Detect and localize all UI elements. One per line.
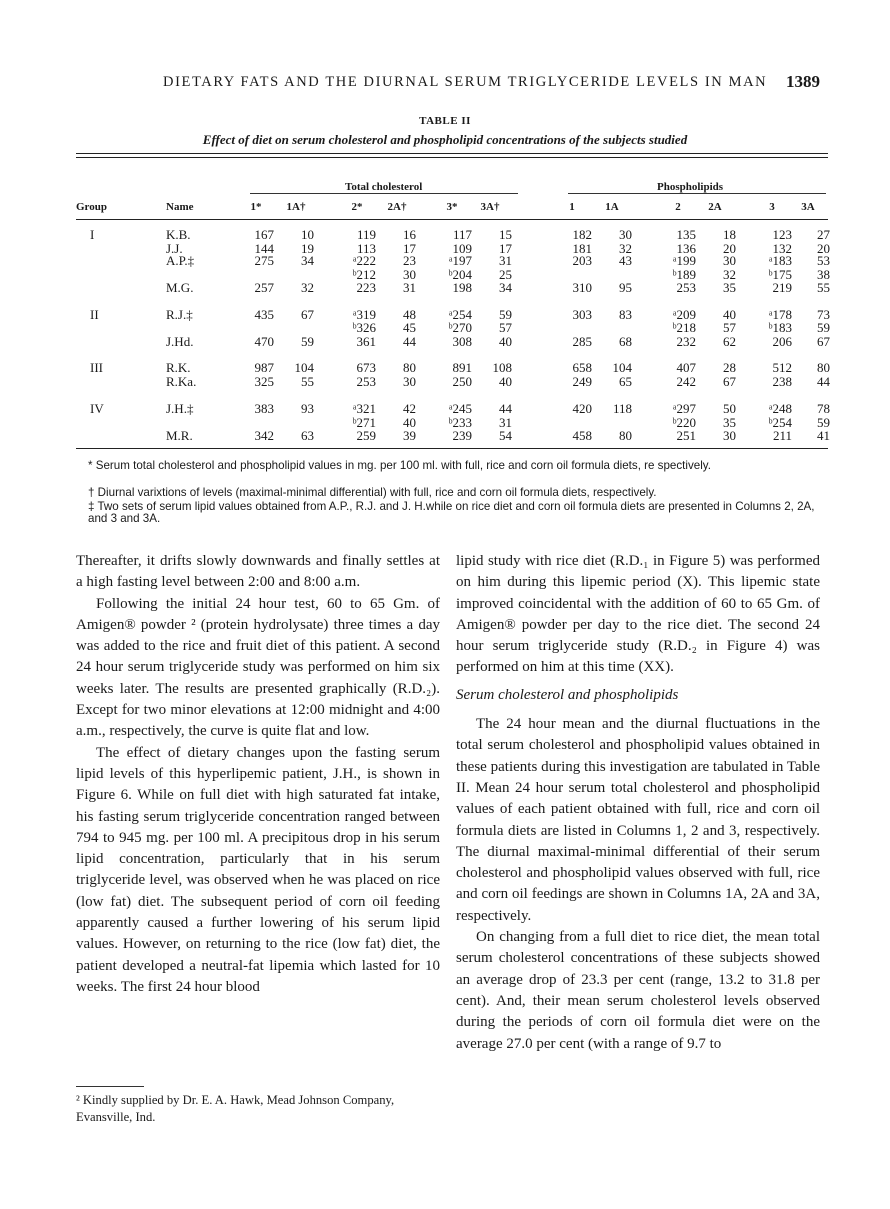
table-cell: 275	[254, 253, 274, 268]
table-cell: 407	[676, 360, 696, 375]
table-cell: 32	[723, 267, 736, 282]
table-cell: 25	[499, 267, 512, 282]
table-cell: 59	[301, 334, 314, 349]
table-cell: ᵃ321	[352, 401, 376, 416]
table-cell: III	[90, 360, 103, 375]
table-cell: 20	[723, 241, 736, 256]
table-cell: ᵇ270	[448, 320, 472, 335]
table-cell: ᵇ271	[352, 415, 376, 430]
table-cell: 38	[817, 267, 830, 282]
table-cell: 78	[817, 401, 830, 416]
column-header: Group	[76, 201, 107, 213]
table-cell: 253	[676, 280, 696, 295]
table-cell: 891	[452, 360, 472, 375]
table-cell: 104	[612, 360, 632, 375]
table-cell: 239	[452, 428, 472, 443]
table-cell: 40	[499, 374, 512, 389]
table-cell: ᵃ183	[768, 253, 792, 268]
table-cell: 44	[499, 401, 512, 416]
table-cell: 54	[499, 428, 512, 443]
table-cell: ᵃ319	[352, 307, 376, 322]
table-footnote-double-dagger: ‡ Two sets of serum lipid values obtained from A.P., R.J. and J. H.while on rice diet and corn oil formula diets are presented in Columns 2, 2A, and 3 and 3A.	[88, 500, 815, 525]
table-cell: R.J.‡	[166, 307, 193, 322]
table-cell: 93	[301, 401, 314, 416]
table-cell: 41	[817, 428, 830, 443]
table-cell: 27	[817, 227, 830, 242]
table-cell: 34	[499, 280, 512, 295]
table-cell: ᵃ254	[448, 307, 472, 322]
table-cell: 361	[356, 334, 376, 349]
table-cell: ᵇ326	[352, 320, 376, 335]
table-cell: 40	[499, 334, 512, 349]
page-number: 1389	[786, 72, 820, 91]
table-cell: ᵇ218	[672, 320, 696, 335]
table-cell: ᵇ204	[448, 267, 472, 282]
table-header-rule	[76, 219, 828, 220]
table-cell: 30	[403, 267, 416, 282]
table-cell: 242	[676, 374, 696, 389]
table-cell: ᵇ220	[672, 415, 696, 430]
table-cell: 132	[772, 241, 792, 256]
table-bottom-rule	[76, 448, 828, 449]
table-cell: IV	[90, 401, 104, 416]
table-cell: 342	[254, 428, 274, 443]
table-cell: 39	[403, 428, 416, 443]
column-header: 3*	[446, 201, 458, 213]
table-cell: R.K.	[166, 360, 191, 375]
table-cell: 181	[572, 241, 592, 256]
right-column	[456, 551, 820, 1055]
table-cell: 109	[452, 241, 472, 256]
table-cell: 95	[619, 280, 632, 295]
table-cell: ᵇ212	[352, 267, 376, 282]
table-footnote-dagger: † Diurnal varixtions of levels (maximal-minimal differential) with full, rice and corn oil formula diets, respectively.	[88, 486, 657, 499]
table-cell: 119	[356, 227, 376, 242]
table-cell: 470	[254, 334, 274, 349]
table-cell: A.P.‡	[166, 253, 195, 268]
table-cell: 83	[619, 307, 632, 322]
table-cell: 219	[772, 280, 792, 295]
table-cell: J.Hd.	[166, 334, 194, 349]
table-cell: 73	[817, 307, 830, 322]
table-cell: 43	[619, 253, 632, 268]
table-cell: 15	[499, 227, 512, 242]
table-cell: 117	[452, 227, 472, 242]
table-cell: 42	[403, 401, 416, 416]
table-cell: 206	[772, 334, 792, 349]
table-cell: 67	[301, 307, 314, 322]
paragraph: lipid study with rice diet (R.D.₁ in Figure 5) was performed on him during this lipemic period (X). This lipemic state improved coincidental with the addition of 60 to 65 Gm. of Amigen® powder per day to the rice diet. The second 24 hour serum triglyceride study (R.D.₂ in Figure 4) was performed on him at this time (XX).	[456, 553, 820, 676]
table-cell: 80	[817, 360, 830, 375]
section-heading: Serum cholesterol and phospholipids	[456, 686, 679, 703]
table-cell: 40	[723, 307, 736, 322]
table-cell: 259	[356, 428, 376, 443]
column-header: 2*	[351, 201, 363, 213]
table-cell: 435	[254, 307, 274, 322]
table-cell: 55	[817, 280, 830, 295]
column-header: 3	[769, 201, 775, 213]
table-cell: 17	[403, 241, 416, 256]
table-cell: 28	[723, 360, 736, 375]
table-cell: 48	[403, 307, 416, 322]
table-cell: 182	[572, 227, 592, 242]
table-cell: ᵇ254	[768, 415, 792, 430]
table-cell: 30	[403, 374, 416, 389]
table-cell: J.H.‡	[166, 401, 194, 416]
table-cell: 55	[301, 374, 314, 389]
left-column	[76, 551, 440, 998]
column-header: 2	[675, 201, 681, 213]
table-cell: 34	[301, 253, 314, 268]
table-cell: M.R.	[166, 428, 193, 443]
table-cell: 45	[403, 320, 416, 335]
table-cell: J.J.	[166, 241, 183, 256]
table-cell: 63	[301, 428, 314, 443]
table-cell: 303	[572, 307, 592, 322]
table-cell: 136	[676, 241, 696, 256]
table-cell: 19	[301, 241, 314, 256]
table-cell: 383	[254, 401, 274, 416]
table-cell: ᵃ297	[672, 401, 696, 416]
table-cell: I	[90, 227, 95, 242]
table-cell: ᵃ178	[768, 307, 792, 322]
table-cell: 167	[254, 227, 274, 242]
paragraph: On changing from a full diet to rice diet, the mean total serum cholesterol concentrations of these subjects showed an average drop of 23.3 per cent (range, 13.2 to 31.8 per cent). And, their mean serum cholesterol levels observed during the periods of corn oil formula diet were on the average 27.0 per cent (with a range of 9.7 to	[456, 929, 820, 1052]
table-cell: 67	[723, 374, 736, 389]
table-cell: 458	[572, 428, 592, 443]
table-cell: 23	[403, 253, 416, 268]
table-cell: 104	[294, 360, 314, 375]
table-cell: 310	[572, 280, 592, 295]
header-total-cholesterol: Total cholesterol	[345, 181, 423, 193]
table-footnote-asterisk: * Serum total cholesterol and phospholipid values in mg. per 100 ml. with full, rice and corn oil formula diets, re spectively.	[88, 459, 711, 472]
table-cell: 198	[452, 280, 472, 295]
cholesterol-header-rule	[250, 193, 518, 194]
column-header: 3A†	[480, 201, 500, 213]
table-cell: K.B.	[166, 227, 191, 242]
table-cell: ᵃ245	[448, 401, 472, 416]
table-cell: 57	[723, 320, 736, 335]
table-cell: ᵃ209	[672, 307, 696, 322]
table-cell: 32	[619, 241, 632, 256]
table-cell: 67	[817, 334, 830, 349]
table-cell: 673	[356, 360, 376, 375]
table-cell: 251	[676, 428, 696, 443]
table-cell: 32	[301, 280, 314, 295]
running-title: DIETARY FATS AND THE DIURNAL SERUM TRIGLYCERIDE LEVELS IN MAN	[163, 74, 768, 90]
table-cell: 68	[619, 334, 632, 349]
paragraph: Following the initial 24 hour test, 60 to 65 Gm. of Amigen® powder ² (protein hydrolysate) three times a day was added to the rice and fruit diet of this patient. A second 24 hour serum triglyceride study was performed on him six weeks later. The results are presented graphically (R.D.₂). Except for two minor elevations at 12:00 midnight and 4:00 a.m., respectively, the curve is quite flat and low.	[76, 595, 440, 740]
table-cell: 80	[403, 360, 416, 375]
table-cell: 30	[723, 253, 736, 268]
footnote-rule	[76, 1086, 144, 1087]
table-cell: R.Ka.	[166, 374, 197, 389]
table-cell: 30	[723, 428, 736, 443]
table-label: TABLE II	[419, 115, 471, 127]
table-cell: ᵃ248	[768, 401, 792, 416]
table-cell: 108	[492, 360, 512, 375]
table-cell: ᵃ197	[448, 253, 472, 268]
table-cell: 35	[723, 280, 736, 295]
phospholipid-header-rule	[568, 193, 826, 194]
table-cell: 30	[619, 227, 632, 242]
table-cell: 16	[403, 227, 416, 242]
paragraph: The effect of dietary changes upon the fasting serum lipid levels of this hyperlipemic patient, J.H., is shown in Figure 6. While on full diet with high saturated fat intake, his fasting serum triglyceride concentration ranged between 794 to 945 mg. per 100 ml. A precipitous drop in his serum lipid concentration, particularly that in his serum triglyceride level, was observed when he was placed on rice (low fat) diet. The subsequent period of corn oil feeding apparently caused a further lowering of his serum lipid values. However, on returning to the rice (low fat) diet, the patient developed a neutral-fat lipemia which lasted for 10 weeks. The first 24 hour blood	[76, 744, 440, 995]
header-phospholipids: Phospholipids	[657, 181, 724, 193]
table-cell: 211	[772, 428, 792, 443]
table-top-rule-2	[76, 157, 828, 158]
table-cell: 31	[499, 415, 512, 430]
page-footnote: ² Kindly supplied by Dr. E. A. Hawk, Mead Johnson Company, Evansville, Ind.	[76, 1093, 395, 1124]
table-cell: 80	[619, 428, 632, 443]
table-cell: 50	[723, 401, 736, 416]
column-header: 2A†	[387, 201, 407, 213]
table-cell: 658	[572, 360, 592, 375]
column-header: 1*	[250, 201, 262, 213]
table-cell: 144	[254, 241, 274, 256]
table-cell: 118	[612, 401, 632, 416]
table-cell: 249	[572, 374, 592, 389]
table-cell: II	[90, 307, 99, 322]
table-cell: M.G.	[166, 280, 194, 295]
table-cell: 285	[572, 334, 592, 349]
table-cell: 31	[403, 280, 416, 295]
table-cell: 53	[817, 253, 830, 268]
table-cell: 512	[772, 360, 792, 375]
table-cell: 44	[817, 374, 830, 389]
table-cell: 35	[723, 415, 736, 430]
paragraph: Thereafter, it drifts slowly downwards and finally settles at a high fasting level between 2:00 and 8:00 a.m.	[76, 553, 440, 591]
column-header: 1A†	[286, 201, 306, 213]
table-cell: 987	[254, 360, 274, 375]
table-cell: 20	[817, 241, 830, 256]
table-cell: 308	[452, 334, 472, 349]
table-cell: 17	[499, 241, 512, 256]
table-cell: ᵇ233	[448, 415, 472, 430]
table-cell: 59	[817, 320, 830, 335]
column-header: 1A	[605, 201, 619, 213]
table-cell: ᵃ199	[672, 253, 696, 268]
table-cell: 59	[817, 415, 830, 430]
table-cell: 232	[676, 334, 696, 349]
table-cell: 238	[772, 374, 792, 389]
table-cell: ᵃ222	[352, 253, 376, 268]
table-cell: 40	[403, 415, 416, 430]
column-header: Name	[166, 201, 194, 213]
table-cell: 123	[772, 227, 792, 242]
table-cell: 10	[301, 227, 314, 242]
table-cell: 44	[403, 334, 416, 349]
table-cell: 59	[499, 307, 512, 322]
table-cell: 31	[499, 253, 512, 268]
table-cell: ᵇ175	[768, 267, 792, 282]
column-header: 3A	[801, 201, 815, 213]
table-cell: 135	[676, 227, 696, 242]
table-cell: 223	[356, 280, 376, 295]
table-cell: 113	[356, 241, 376, 256]
table-cell: 62	[723, 334, 736, 349]
table-cell: 57	[499, 320, 512, 335]
column-header: 2A	[708, 201, 722, 213]
table-cell: 420	[572, 401, 592, 416]
table-cell: 250	[452, 374, 472, 389]
table-top-rule	[76, 153, 828, 154]
table-cell: 325	[254, 374, 274, 389]
table-cell: 65	[619, 374, 632, 389]
table-cell: 257	[254, 280, 274, 295]
table-caption: Effect of diet on serum cholesterol and phospholipid concentrations of the subjects studied	[202, 132, 688, 147]
table-cell: ᵇ183	[768, 320, 792, 335]
table-cell: ᵇ189	[672, 267, 696, 282]
paragraph: The 24 hour mean and the diurnal fluctuations in the total serum cholesterol and phospholipid values obtained in these patients during this investigation are tabulated in Table II. Mean 24 hour serum total cholesterol and phospholipid values of each patient obtained with full, rice and corn oil formula diets are listed in Columns 1, 2 and 3, respectively. The diurnal maximal-minimal differential of their serum cholesterol and phospholipid values observed with full, rice and corn oil feedings are shown in Columns 1A, 2A and 3A, respectively.	[456, 716, 820, 924]
table-cell: 18	[723, 227, 736, 242]
table-cell: 253	[356, 374, 376, 389]
table-cell: 203	[572, 253, 592, 268]
column-header: 1	[569, 201, 575, 213]
